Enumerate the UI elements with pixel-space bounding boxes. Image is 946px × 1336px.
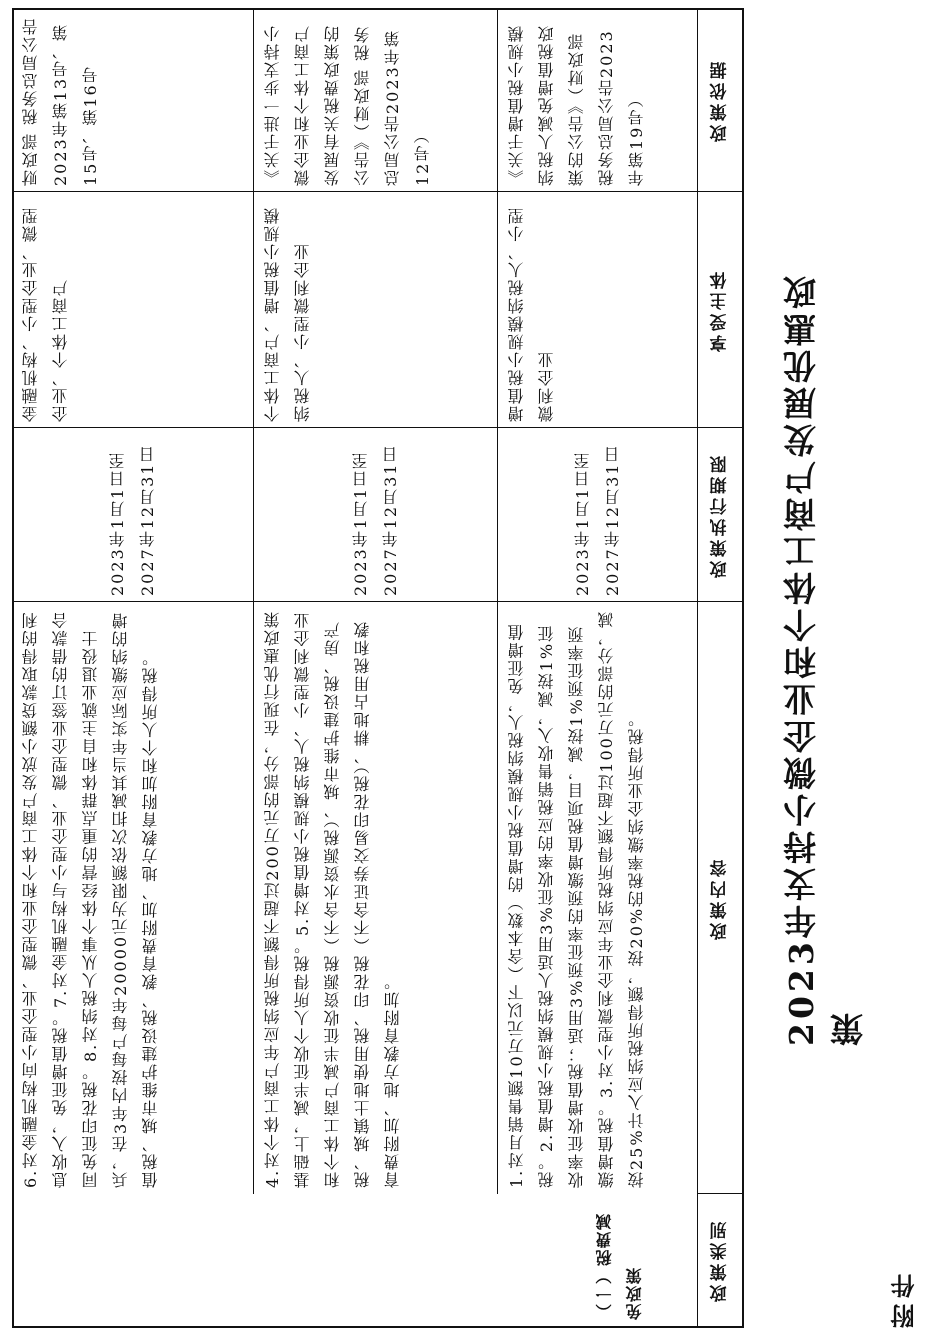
period-cell-1: 2023年1月1日至2027年12月31日 xyxy=(573,444,622,596)
policy-table xyxy=(12,8,744,1328)
page-title: 2023年支持小微企业和个体工商户发展优惠政策 xyxy=(782,272,868,1046)
target-cell-2: 个体工商户、增值税小规模纳税人、小型微利企业 xyxy=(263,206,312,422)
period-cell-3: 2023年1月1日至2027年12月31日 xyxy=(108,444,157,596)
basis-cell-3: 财政部 税务总局公告2023年第13号、第15号、第16号 xyxy=(21,16,100,186)
basis-cell-1: 《关于增值税小规模纳税人减免增值税政策的公告》（财政部 税务总局公告2023年第19号） xyxy=(507,24,646,186)
header-basis: 政策依据 xyxy=(710,58,731,142)
content-cell-2: 4.对个体工商户年应纳税所得额不超过200万元的部分，在现行优惠政策基础上，减半征收个人所得税。5.对增值税小规模纳税人、小型微利企业和个体工商户减半征收资源税（不含水资源税）、城市维护建设税、房产税、城镇土地使用税、印花税（不含证券交易印花税）、耕地占用税和教育费附加、地方教育附加。 xyxy=(263,610,402,1188)
content-cell-3: 6.对金融机构向小型企业、微型企业和个体工商户发放小额贷款取得的利息收入，免征增值税。7.对金融机构与小型企业、微型企业签订的借款合同免征印花税。8.对纳税人从事个体经营的重点群体和自主就业退役士兵，在3年内按每户每年20000元为限额依次扣减其当年实际应缴纳的增值税、城市维护建设税、教育费附加、地方教育附加和个人所得税。 xyxy=(21,610,160,1188)
attachment-label: 附件 xyxy=(890,1268,919,1328)
header-period: 政策执行期限 xyxy=(710,452,731,578)
category-cell: （一）税费减免政策 xyxy=(595,1212,644,1320)
header-content: 政策内容 xyxy=(710,856,731,940)
content-cell-1: 1.对月销售额10万元以下（含本数）的增值税小规模纳税人，免征增值税。2.增值税小规模纳税人适用3%征收率的应税销售收入，减按1%征收率征收增值税；适用3%预征率的预缴增值税项目，减按1%预征率预缴增值税。3.对小型微利企业年应纳税所得额不超过100万元的部分，减按25%计入应纳税所得额，按20%的税率缴纳企业所得税。 xyxy=(507,610,646,1188)
header-category: 政策类别 xyxy=(710,1218,731,1302)
header-target: 享受主体 xyxy=(710,268,731,352)
period-cell-2: 2023年1月1日至2027年12月31日 xyxy=(351,444,400,596)
basis-cell-2: 《关于进一步支持小微企业和个体工商户发展有关税费政策的公告》（财政部 税务总局公告2023年第12号） xyxy=(263,24,432,186)
target-cell-1: 增值税小规模纳税人、小型微利企业 xyxy=(507,206,556,422)
target-cell-3: 金融机构、小型企业、微型企业、个体工商户 xyxy=(21,206,70,422)
